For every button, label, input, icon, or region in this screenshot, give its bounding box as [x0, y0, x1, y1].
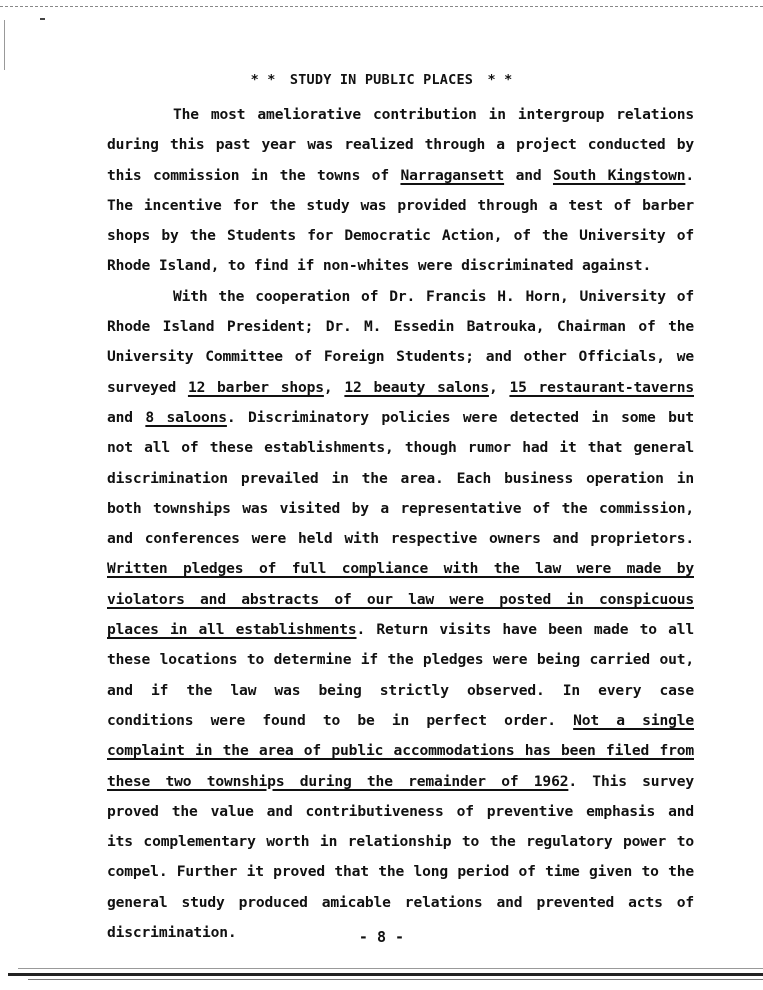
- scan-bottom-edge: [8, 968, 763, 986]
- underlined-text: Not a single complaint in the area of public accommodations has been filed from these two townships during the remainder of 1962: [107, 711, 694, 790]
- paragraph: [107, 100, 694, 282]
- text-segment: and: [107, 408, 146, 426]
- scan-top-edge: [0, 0, 763, 7]
- page-title: [0, 72, 763, 88]
- underlined-text: South Kingstown: [552, 166, 686, 184]
- title-marker-left: * *: [250, 72, 276, 88]
- text-segment: The most ameliorative contribution in intergroup relations during this past year was realized through a project conducted by this commission in the towns of: [107, 106, 694, 184]
- title-marker-right: * *: [487, 72, 513, 88]
- text-segment: ,: [323, 378, 345, 396]
- text-segment: ,: [488, 378, 510, 396]
- underlined-text: 12 barber shops: [187, 378, 324, 396]
- scan-dash-mark: [40, 18, 45, 20]
- text-segment: . Return visits have been made to all these locations to determine if the pledges were being carried out, and if the law was being strictly observed. In every case conditions were found to be in perfect order.: [107, 621, 694, 729]
- underlined-text: 12 beauty salons: [344, 378, 489, 396]
- body-text: [107, 100, 694, 948]
- page-number: - 8 -: [358, 928, 405, 946]
- text-segment: . The incentive for the study was provided through a test of barber shops by the Students for Democratic Action, of the University of Rhode Island, to find if non-whites were discriminated against.: [107, 166, 695, 275]
- text-segment: and: [504, 166, 553, 184]
- underlined-text: 15 restaurant-taverns: [509, 378, 694, 396]
- scan-left-mark: [4, 20, 5, 70]
- title-text: STUDY IN PUBLIC PLACES: [289, 72, 474, 88]
- underlined-text: Written pledges of full compliance with the law were made by violators and abstracts of our law were posted in conspicuous places in all establishments: [107, 560, 694, 639]
- paragraph: [107, 282, 694, 949]
- text-segment: . Discriminatory policies were detected in some but not all of these establishments, though rumor had it that general discrimination prevailed in the area. Each business operation in both townships was visited by a representative of the commission, and conferences were held with respective owners and proprietors.: [107, 408, 695, 548]
- underlined-text: Narragansett: [400, 166, 505, 184]
- text-segment: With the cooperation of Dr. Francis H. Horn, University of Rhode Island President; Dr. M. Essedin Batrouka, Chairman of the University Committee of Foreign Students; and other Officials, we surveyed: [107, 287, 694, 396]
- underlined-text: 8 saloons: [145, 408, 227, 426]
- text-segment: . This survey proved the value and contributiveness of preventive emphasis and its complementary worth in relationship to the regulatory power to compel. Further it proved that the long period of time given to the general study produced amicable relations and prevented acts of discrimination.: [107, 772, 694, 942]
